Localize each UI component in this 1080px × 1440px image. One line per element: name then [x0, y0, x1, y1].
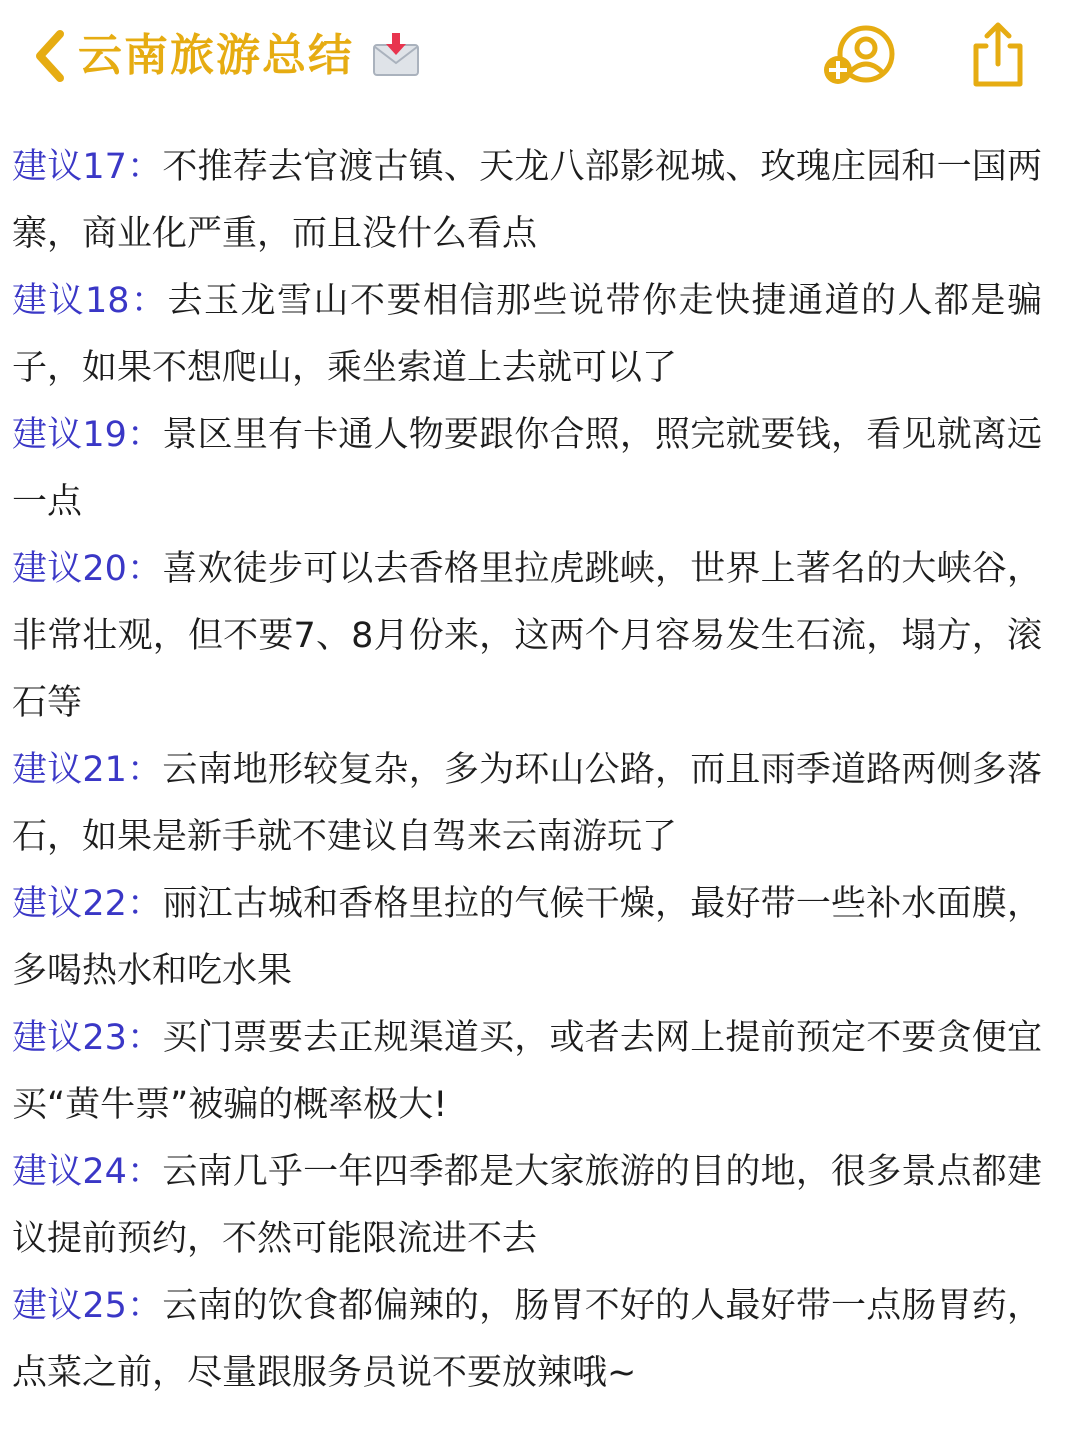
tip-item [12, 737, 1042, 871]
tip-item [12, 536, 1042, 737]
add-user-button[interactable] [822, 24, 898, 88]
tip-text: 去玉龙雪山不要相信那些说带你走快捷通道的人都是骗子，如果不想爬山，乘坐索道上去就可以了 [12, 281, 1042, 388]
tip-label: 建议22： [12, 884, 163, 924]
tip-text: 丽江古城和香格里拉的气候干燥，最好带一些补水面膜，多喝热水和吃水果 [12, 884, 1042, 991]
chevron-left-icon [30, 28, 70, 84]
tip-text: 喜欢徒步可以去香格里拉虎跳峡，世界上著名的大峡谷，非常壮观，但不要7、8月份来，这两个月容易发生石流，塌方，滚石等 [12, 549, 1042, 723]
tip-text: 景区里有卡通人物要跟你合照，照完就要钱，看见就离远一点 [12, 415, 1042, 522]
top-bar [0, 0, 1080, 110]
tip-label: 建议18： [12, 281, 168, 321]
tip-item [12, 268, 1042, 402]
tip-label: 建议21： [12, 750, 163, 790]
tip-text: 不推荐去官渡古镇、天龙八部影视城、玫瑰庄园和一国两寨，商业化严重，而且没什么看点 [12, 147, 1042, 254]
tip-item [12, 134, 1042, 268]
tip-item [12, 871, 1042, 1005]
tip-text: 云南的饮食都偏辣的，肠胃不好的人最好带一点肠胃药，点菜之前，尽量跟服务员说不要放辣哦~ [12, 1286, 1042, 1393]
tip-item [12, 402, 1042, 536]
tip-item [12, 1005, 1042, 1139]
tip-label: 建议24： [12, 1152, 163, 1192]
tip-item [12, 1273, 1042, 1407]
tip-text: 云南几乎一年四季都是大家旅游的目的地，很多景点都建议提前预约，不然可能限流进不去 [12, 1152, 1042, 1259]
tip-label: 建议19： [12, 415, 163, 455]
tip-item [12, 1139, 1042, 1273]
page-title: 云南旅游总结 [78, 30, 354, 81]
tip-text: 云南地形较复杂，多为环山公路，而且雨季道路两侧多落石，如果是新手就不建议自驾来云南游玩了 [12, 750, 1042, 857]
tip-label: 建议20： [12, 549, 163, 589]
tip-label: 建议17： [12, 147, 163, 187]
back-button[interactable] [30, 28, 70, 84]
tip-label: 建议23： [12, 1018, 163, 1058]
tips-list [12, 134, 1042, 1407]
tip-label: 建议25： [12, 1286, 163, 1326]
add-user-icon [822, 24, 898, 88]
envelope-with-arrow-icon [372, 33, 420, 77]
share-icon [968, 20, 1028, 90]
tip-text: 买门票要去正规渠道买，或者去网上提前预定不要贪便宜买“黄牛票”被骗的概率极大! [12, 1018, 1042, 1125]
share-button[interactable] [968, 20, 1028, 90]
